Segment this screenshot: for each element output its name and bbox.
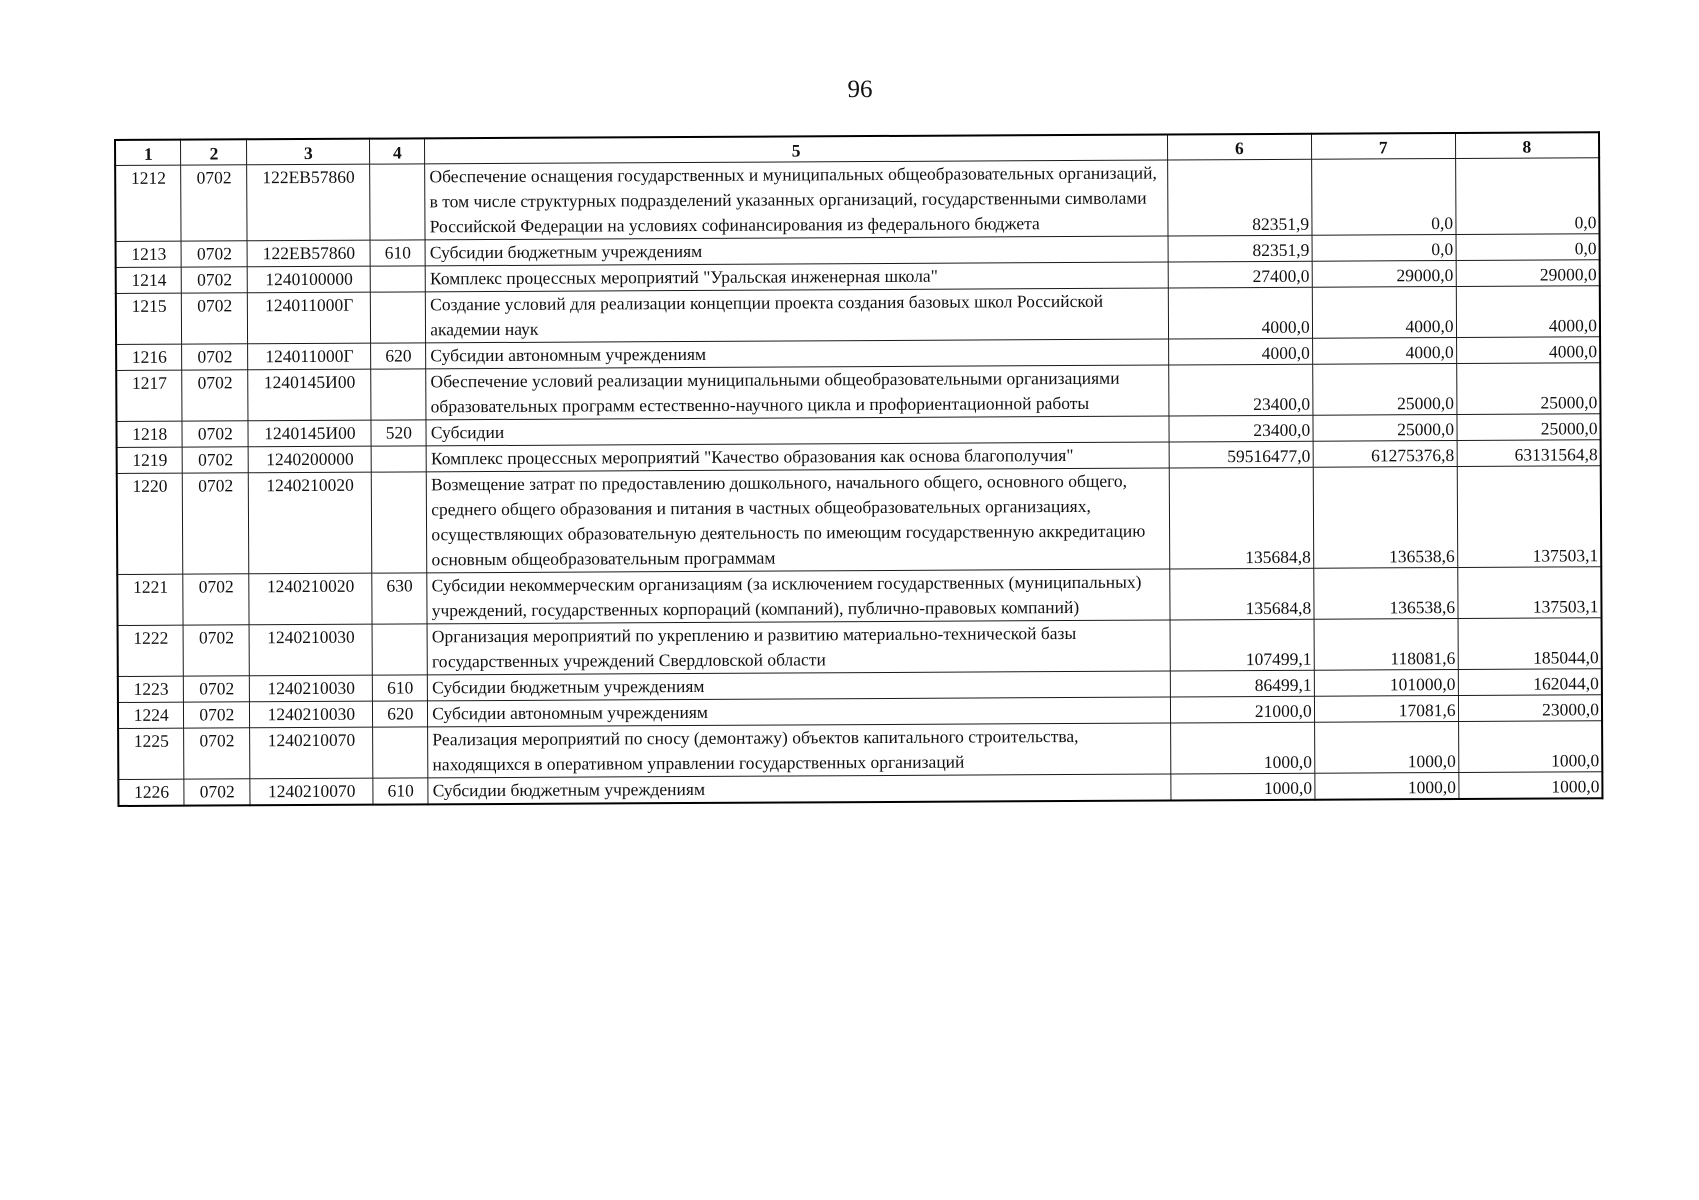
target-code-cell: 1240210020 xyxy=(249,573,372,625)
amount-col8-cell: 0,0 xyxy=(1455,158,1599,235)
description-cell: Субсидии бюджетным учреждениям xyxy=(428,671,1171,701)
description-cell: Субсидии бюджетным учреждениям xyxy=(428,774,1171,804)
amount-col8-cell: 25000,0 xyxy=(1457,414,1601,441)
column-header: 4 xyxy=(370,138,425,164)
target-code-cell: 1240200000 xyxy=(248,446,371,473)
table-row xyxy=(116,286,1600,345)
amount-col8-cell: 162044,0 xyxy=(1458,669,1602,696)
expense-type-cell: 610 xyxy=(370,240,425,266)
target-code-cell: 124011000Г xyxy=(248,292,371,344)
table-row xyxy=(118,618,1602,677)
description-cell: Реализация мероприятий по сносу (демонтажу) объектов капитального строительства, находящихся в оперативном управлении государственных организаций xyxy=(428,723,1171,778)
amount-col6-cell: 21000,0 xyxy=(1170,696,1314,723)
amount-col7-cell: 4000,0 xyxy=(1312,286,1456,338)
amount-col7-cell: 25000,0 xyxy=(1313,414,1457,441)
amount-col8-cell: 185044,0 xyxy=(1458,618,1602,670)
section-code-cell: 0702 xyxy=(183,625,249,676)
description-cell: Обеспечение условий реализации муниципальными общеобразовательными организациями образовательных программ естественно-научного цикла и профориентационной работы xyxy=(426,365,1169,420)
description-cell: Организация мероприятий по укреплению и развитию материально-технической базы государственных учреждений Свердловской области xyxy=(427,620,1170,675)
amount-col8-cell: 25000,0 xyxy=(1456,363,1600,415)
row-number-cell: 1226 xyxy=(118,779,184,806)
amount-col7-cell: 0,0 xyxy=(1312,234,1456,261)
description-cell: Обеспечение оснащения государственных и муниципальных общеобразовательных организаций, в том числе структурных подразделений указанных организаций, государственными символами Российской Федерации на условиях софинансирования из федерального бюджета xyxy=(425,160,1168,240)
section-code-cell: 0702 xyxy=(181,165,247,241)
column-header: 6 xyxy=(1167,134,1311,160)
section-code-cell: 0702 xyxy=(181,241,247,267)
expense-type-cell: 610 xyxy=(373,675,428,701)
amount-col8-cell: 29000,0 xyxy=(1456,260,1600,287)
section-code-cell: 0702 xyxy=(182,293,248,344)
column-header: 5 xyxy=(425,134,1168,163)
table-row xyxy=(117,466,1602,575)
expense-type-cell: 610 xyxy=(373,778,428,805)
amount-col7-cell: 61275376,8 xyxy=(1313,440,1457,467)
expense-type-cell xyxy=(371,369,426,420)
description-cell: Возмещение затрат по предоставлению дошкольного, начального общего, основного общего, среднего общего образования и питания в частных общеобразовательных организациях, осуществляющих образовательную деятельность по имеющим государственную аккредитацию основным общеобразовательным программам xyxy=(426,468,1169,573)
target-code-cell: 1240210030 xyxy=(250,675,373,702)
table-row xyxy=(116,363,1600,422)
column-header: 8 xyxy=(1455,132,1599,158)
expense-type-cell: 520 xyxy=(371,420,426,446)
description-cell: Создание условий для реализации концепции проекта создания базовых школ Российской академии наук xyxy=(426,288,1169,343)
amount-col6-cell: 107499,1 xyxy=(1170,619,1314,671)
description-cell: Субсидии автономным учреждениям xyxy=(428,697,1171,727)
expense-type-cell: 630 xyxy=(372,573,427,624)
amount-col8-cell: 137503,1 xyxy=(1457,567,1601,619)
target-code-cell: 1240145И00 xyxy=(248,369,371,421)
amount-col8-cell: 23000,0 xyxy=(1458,695,1602,722)
target-code-cell: 1240210030 xyxy=(249,624,372,676)
amount-col7-cell: 101000,0 xyxy=(1314,669,1458,696)
table-row xyxy=(115,158,1599,242)
expense-type-cell xyxy=(372,472,427,573)
expense-type-cell: 620 xyxy=(371,343,426,369)
row-number-cell: 1218 xyxy=(116,421,182,447)
section-code-cell: 0702 xyxy=(182,267,248,293)
amount-col7-cell: 136538,6 xyxy=(1313,466,1457,568)
section-code-cell: 0702 xyxy=(182,344,248,370)
description-cell: Субсидии бюджетным учреждениям xyxy=(425,236,1168,266)
amount-col6-cell: 59516477,0 xyxy=(1169,441,1313,468)
target-code-cell: 1240100000 xyxy=(247,266,370,293)
description-cell: Субсидии xyxy=(426,416,1169,446)
amount-col6-cell: 23400,0 xyxy=(1168,364,1312,416)
section-code-cell: 0702 xyxy=(182,421,248,447)
row-number-cell: 1222 xyxy=(118,625,184,676)
section-code-cell: 0702 xyxy=(182,370,248,421)
amount-col8-cell: 137503,1 xyxy=(1457,466,1601,568)
amount-col8-cell: 1000,0 xyxy=(1458,721,1602,773)
table-row xyxy=(117,567,1601,626)
expense-type-cell xyxy=(372,624,427,675)
amount-col6-cell: 82351,9 xyxy=(1167,159,1311,236)
amount-col7-cell: 25000,0 xyxy=(1312,363,1456,415)
amount-col6-cell: 27400,0 xyxy=(1168,261,1312,288)
amount-col7-cell: 4000,0 xyxy=(1312,337,1456,364)
row-number-cell: 1224 xyxy=(118,702,184,728)
amount-col6-cell: 1000,0 xyxy=(1171,773,1315,800)
row-number-cell: 1213 xyxy=(116,241,182,267)
amount-col6-cell: 135684,8 xyxy=(1169,467,1313,569)
row-number-cell: 1225 xyxy=(118,728,184,779)
amount-col6-cell: 135684,8 xyxy=(1170,568,1314,620)
section-code-cell: 0702 xyxy=(184,702,250,728)
table-row xyxy=(118,721,1602,780)
budget-table xyxy=(114,131,1603,807)
amount-col7-cell: 136538,6 xyxy=(1313,567,1457,619)
target-code-cell: 122EB57860 xyxy=(247,164,370,241)
amount-col8-cell: 4000,0 xyxy=(1456,286,1600,338)
amount-col8-cell: 1000,0 xyxy=(1458,772,1602,799)
amount-col7-cell: 1000,0 xyxy=(1315,772,1459,799)
column-header: 1 xyxy=(115,140,181,166)
amount-col7-cell: 1000,0 xyxy=(1314,721,1458,773)
expense-type-cell: 620 xyxy=(373,701,428,727)
amount-col8-cell: 63131564,8 xyxy=(1457,440,1601,467)
expense-type-cell xyxy=(370,266,425,292)
row-number-cell: 1214 xyxy=(116,267,182,293)
amount-col8-cell: 4000,0 xyxy=(1456,337,1600,364)
expense-type-cell xyxy=(370,164,425,240)
row-number-cell: 1212 xyxy=(115,165,181,241)
section-code-cell: 0702 xyxy=(183,574,249,625)
description-cell: Субсидии некоммерческим организациям (за исключением государственных (муниципальных) учреждений, государственных корпораций (компаний), публично-правовых компаний) xyxy=(427,569,1170,624)
amount-col6-cell: 86499,1 xyxy=(1170,670,1314,697)
amount-col6-cell: 4000,0 xyxy=(1168,338,1312,365)
target-code-cell: 1240210020 xyxy=(249,472,373,574)
row-number-cell: 1220 xyxy=(117,473,183,574)
section-code-cell: 0702 xyxy=(184,676,250,702)
amount-col7-cell: 17081,6 xyxy=(1314,695,1458,722)
target-code-cell: 1240145И00 xyxy=(248,420,371,447)
amount-col6-cell: 82351,9 xyxy=(1168,235,1312,262)
section-code-cell: 0702 xyxy=(183,473,249,574)
row-number-cell: 1216 xyxy=(116,344,182,370)
description-cell: Комплекс процессных мероприятий "Качество образования как основа благополучия" xyxy=(426,442,1169,472)
row-number-cell: 1215 xyxy=(116,293,182,344)
amount-col6-cell: 4000,0 xyxy=(1168,287,1312,339)
amount-col6-cell: 1000,0 xyxy=(1170,722,1314,774)
row-number-cell: 1219 xyxy=(117,447,183,473)
description-cell: Комплекс процессных мероприятий "Уральская инженерная школа" xyxy=(425,262,1168,292)
page-number: 96 xyxy=(847,76,873,103)
target-code-cell: 1240210030 xyxy=(250,701,373,728)
expense-type-cell xyxy=(373,727,428,778)
target-code-cell: 124011000Г xyxy=(248,343,371,370)
row-number-cell: 1217 xyxy=(116,370,182,421)
column-header: 3 xyxy=(247,139,370,165)
column-header: 2 xyxy=(181,139,247,165)
amount-col8-cell: 0,0 xyxy=(1456,234,1600,261)
table-body xyxy=(115,158,1602,806)
amount-col7-cell: 0,0 xyxy=(1311,158,1455,235)
target-code-cell: 122EB57860 xyxy=(247,240,370,267)
target-code-cell: 1240210070 xyxy=(250,727,373,779)
amount-col6-cell: 23400,0 xyxy=(1169,415,1313,442)
section-code-cell: 0702 xyxy=(184,779,250,806)
row-number-cell: 1221 xyxy=(117,574,183,625)
column-header: 7 xyxy=(1311,133,1455,159)
description-cell: Субсидии автономным учреждениям xyxy=(426,339,1169,369)
section-code-cell: 0702 xyxy=(184,728,250,779)
amount-col7-cell: 118081,6 xyxy=(1314,618,1458,670)
row-number-cell: 1223 xyxy=(118,676,184,702)
amount-col7-cell: 29000,0 xyxy=(1312,260,1456,287)
target-code-cell: 1240210070 xyxy=(250,778,373,805)
section-code-cell: 0702 xyxy=(183,447,249,473)
expense-type-cell xyxy=(371,446,426,472)
expense-type-cell xyxy=(371,292,426,343)
